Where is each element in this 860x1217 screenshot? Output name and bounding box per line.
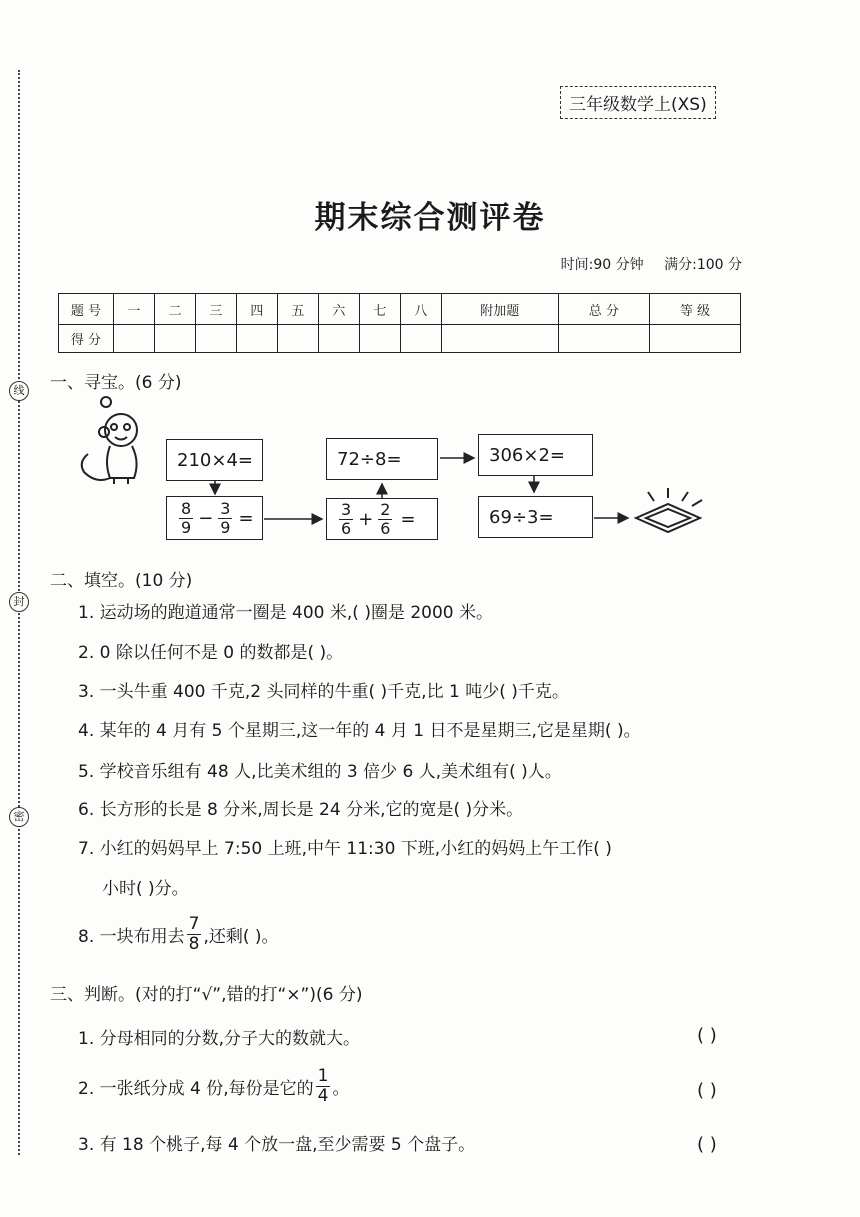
exam-meta: [545, 254, 742, 274]
fill-question-6: 6. 长方形的长是 8 分米,周长是 24 分米,它的宽是( )分米。: [78, 800, 524, 820]
score-cell: 四: [236, 294, 277, 325]
fill-question-4: 4. 某年的 4 月有 5 个星期三,这一年的 4 月 1 日不是星期三,它是星期( )。: [78, 721, 641, 741]
page-title: 期末综合测评卷: [314, 200, 546, 236]
score-input-cell[interactable]: [154, 325, 195, 353]
score-input-cell[interactable]: [441, 325, 558, 353]
fraction: $\frac{2}{6}$: [380, 499, 391, 538]
score-cell: 二: [154, 294, 195, 325]
fraction: $\frac{3}{9}$: [220, 498, 231, 537]
score-input-cell[interactable]: [400, 325, 441, 353]
exam-time: 时间:90 分钟: [560, 257, 644, 273]
score-cell: 三: [195, 294, 236, 325]
score-cell: 一: [114, 294, 155, 325]
score-table: [58, 293, 741, 353]
score-input-cell[interactable]: [649, 325, 740, 353]
fraction: $\frac{1}{4}$: [317, 1066, 329, 1106]
score-cell: 题 号: [59, 294, 114, 325]
score-input-cell[interactable]: [558, 325, 649, 353]
judge-answer-3[interactable]: ( ): [697, 1134, 717, 1155]
section-3-title: 三、判断。(对的打“√”,错的打“×”)(6 分): [50, 985, 363, 1005]
fill-question-5: 5. 学校音乐组有 48 人,比美术组的 3 倍少 6 人,美术组有( )人。: [78, 762, 562, 782]
score-input-cell[interactable]: [359, 325, 400, 353]
judge-answer-2[interactable]: ( ): [697, 1080, 717, 1101]
score-cell: 五: [277, 294, 318, 325]
section-1-title: 一、寻宝。(6 分): [50, 373, 182, 393]
section-2-title: 二、填空。(10 分): [50, 571, 193, 591]
binding-mark-mi: 密: [9, 807, 29, 827]
fraction: $\frac{7}{8}$: [188, 914, 200, 954]
score-row-label: 得 分: [59, 325, 114, 353]
fraction: $\frac{3}{6}$: [341, 499, 352, 538]
binding-mark-xian: 线: [9, 381, 29, 401]
grade-tag: 三年级数学上(XS): [560, 86, 716, 119]
judge-question-3: 3. 有 18 个桃子,每 4 个放一盘,至少需要 5 个盘子。: [78, 1135, 476, 1155]
score-cell: 等 级: [649, 294, 740, 325]
fill-question-7: 7. 小红的妈妈早上 7:50 上班,中午 11:30 下班,小红的妈妈上午工作( ): [78, 839, 612, 859]
score-input-cell[interactable]: [277, 325, 318, 353]
monkey-icon: [76, 392, 156, 487]
score-cell: 总 分: [558, 294, 649, 325]
judge-answer-1[interactable]: ( ): [697, 1025, 717, 1046]
treasure-box-2: 72÷8=: [326, 438, 438, 480]
fraction: $\frac{8}{9}$: [181, 498, 192, 537]
treasure-box-6: 69÷3=: [478, 496, 593, 538]
judge-question-1: 1. 分母相同的分数,分子大的数就大。: [78, 1029, 361, 1049]
score-cell: 七: [359, 294, 400, 325]
score-input-cell[interactable]: [114, 325, 155, 353]
score-cell: 六: [318, 294, 359, 325]
treasure-box-4: $\frac{8}{9}$ − $\frac{3}{9}$ =: [166, 496, 263, 540]
fill-question-8: 8. 一块布用去 $\frac{7}{8}$ ,还剩( )。: [78, 914, 279, 954]
treasure-box-1: 210×4=: [166, 439, 263, 481]
fill-question-7-continued: 小时( )分。: [102, 879, 189, 899]
treasure-box-3: 306×2=: [478, 434, 593, 476]
fill-question-1: 1. 运动场的跑道通常一圈是 400 米,( )圈是 2000 米。: [78, 603, 494, 623]
score-table-header-row: [59, 294, 741, 325]
score-table-score-row: [59, 325, 741, 353]
binding-mark-feng: 封: [9, 592, 29, 612]
score-cell: 八: [400, 294, 441, 325]
score-cell: 附加题: [441, 294, 558, 325]
judge-question-2: 2. 一张纸分成 4 份,每份是它的 $\frac{1}{4}$ 。: [78, 1066, 350, 1106]
exam-full-score: 满分:100 分: [664, 257, 742, 273]
fill-question-2: 2. 0 除以任何不是 0 的数都是( )。: [78, 643, 344, 663]
fill-question-3: 3. 一头牛重 400 千克,2 头同样的牛重( )千克,比 1 吨少( )千克。: [78, 682, 569, 702]
score-input-cell[interactable]: [318, 325, 359, 353]
treasure-box-5: $\frac{3}{6}$ + $\frac{2}{6}$ =: [326, 498, 438, 540]
treasure-diamond-icon: [626, 484, 710, 544]
score-input-cell[interactable]: [195, 325, 236, 353]
score-input-cell[interactable]: [236, 325, 277, 353]
